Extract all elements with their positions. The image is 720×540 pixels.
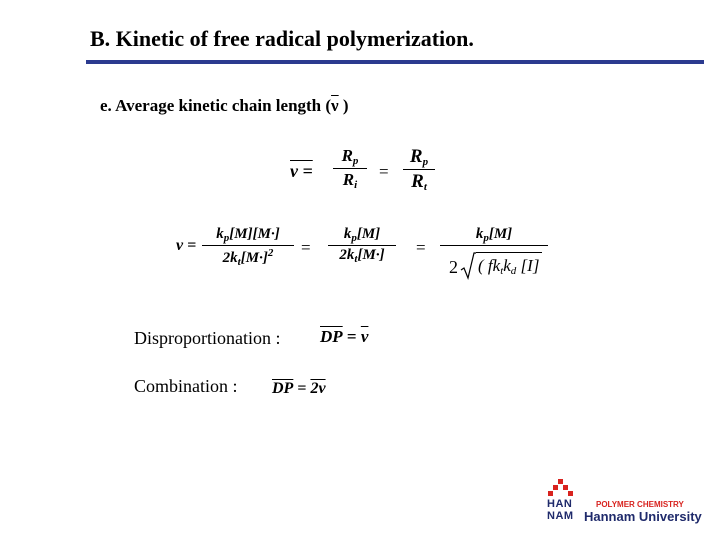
eq2-fraction-2 [328, 226, 396, 265]
eq2-f1-den-sup: 2 [267, 247, 274, 259]
combination-label: Combination : [134, 376, 238, 396]
eq1-f1-num-sub: p [352, 155, 359, 167]
eq1-lhs: ν = [290, 161, 313, 181]
eq2-f1-num-rest: [M][M·] [229, 226, 280, 242]
eq1-fraction-2 [403, 146, 435, 193]
eq2-lhs: ν = [176, 237, 197, 254]
eq1-f1-den-sub: i [354, 179, 358, 191]
eq2-equals-a: = [301, 238, 311, 257]
eq2-f1-den-rest: [M·] [240, 250, 268, 266]
eq2-fraction-1 [202, 226, 294, 268]
slide-subtitle [100, 96, 349, 116]
eq2-f1-den-pre: 2k [222, 250, 238, 266]
comb-eq: = [293, 380, 311, 397]
logo-mark-top: HAN [547, 498, 573, 510]
eq2-f2-den-sub: t [354, 253, 358, 265]
eq1-f1-num: R [341, 146, 353, 165]
eq2-f3-num: k [475, 226, 484, 242]
eq2-f2-num-sub: p [351, 232, 357, 244]
eq2-equals-b: = [416, 238, 426, 257]
eq2-f3-num-sub: p [483, 232, 489, 244]
disp-rhs: $\overline{\nu}$ [360, 327, 369, 346]
combination-formula [272, 380, 326, 398]
eq1-f2-den: R [411, 171, 424, 192]
disproportionation-label: Disproportionation : [134, 328, 281, 348]
title-rule [86, 60, 704, 64]
disp-lhs: $\overline{DP}$ [320, 327, 343, 346]
comb-lhs: $\overline{DP}$ [272, 380, 294, 397]
eq2-f2-den-pre: 2k [339, 247, 355, 263]
eq1-equals: = [379, 162, 389, 181]
eq2-f3-rad-sub2: d [510, 265, 517, 277]
eq2-f2-den-rest: [M·] [357, 247, 385, 263]
eq2-f1-num-sub: p [223, 232, 230, 244]
slide-title: B. Kinetic of free radical polymerization. [90, 26, 474, 51]
eq2-f1-num: k [216, 226, 224, 242]
eq2-f3-rad-end: [I] [516, 256, 540, 275]
subtitle-suffix: ) [338, 96, 349, 115]
disproportionation-formula [320, 327, 368, 347]
logo-mark-bottom: NAM [547, 510, 574, 522]
subtitle-prefix: e. Average kinetic chain length ( [100, 96, 332, 115]
eq2-f3-rad: ( fk [478, 256, 501, 275]
eq2-f2-num-rest: [M] [356, 226, 381, 242]
eq1-f2-num: R [409, 146, 423, 167]
eq2-f3-den-coef: 2 [449, 257, 458, 277]
disp-eq: = [342, 327, 361, 346]
eq2-f3-rad-sub1: t [500, 265, 504, 277]
comb-rhs: 2ν [310, 380, 326, 397]
eq2-f3-top [440, 226, 548, 247]
eq2-f3-num-rest: [M] [488, 226, 513, 242]
eq2-f1-den-sub: t [237, 256, 241, 268]
eq1-f2-num-sub: p [422, 156, 429, 168]
radical-overbar [476, 252, 542, 253]
logo-line1: POLYMER CHEMISTRY [596, 500, 684, 509]
hannam-logo [546, 478, 706, 524]
eq2-f2-num: k [343, 226, 352, 242]
eq1-f1-den: R [342, 170, 355, 189]
eq2-f3-den-radicand [478, 256, 539, 277]
eq1-fraction-1 [333, 146, 367, 191]
eq1-f2-den-sub: t [423, 181, 427, 193]
logo-line2: Hannam University [584, 509, 702, 524]
eq2-f3-rad-mid: k [503, 256, 511, 275]
subtitle-symbol: $\overline{\nu}$ [331, 96, 339, 115]
radical-sign-icon [460, 252, 476, 280]
